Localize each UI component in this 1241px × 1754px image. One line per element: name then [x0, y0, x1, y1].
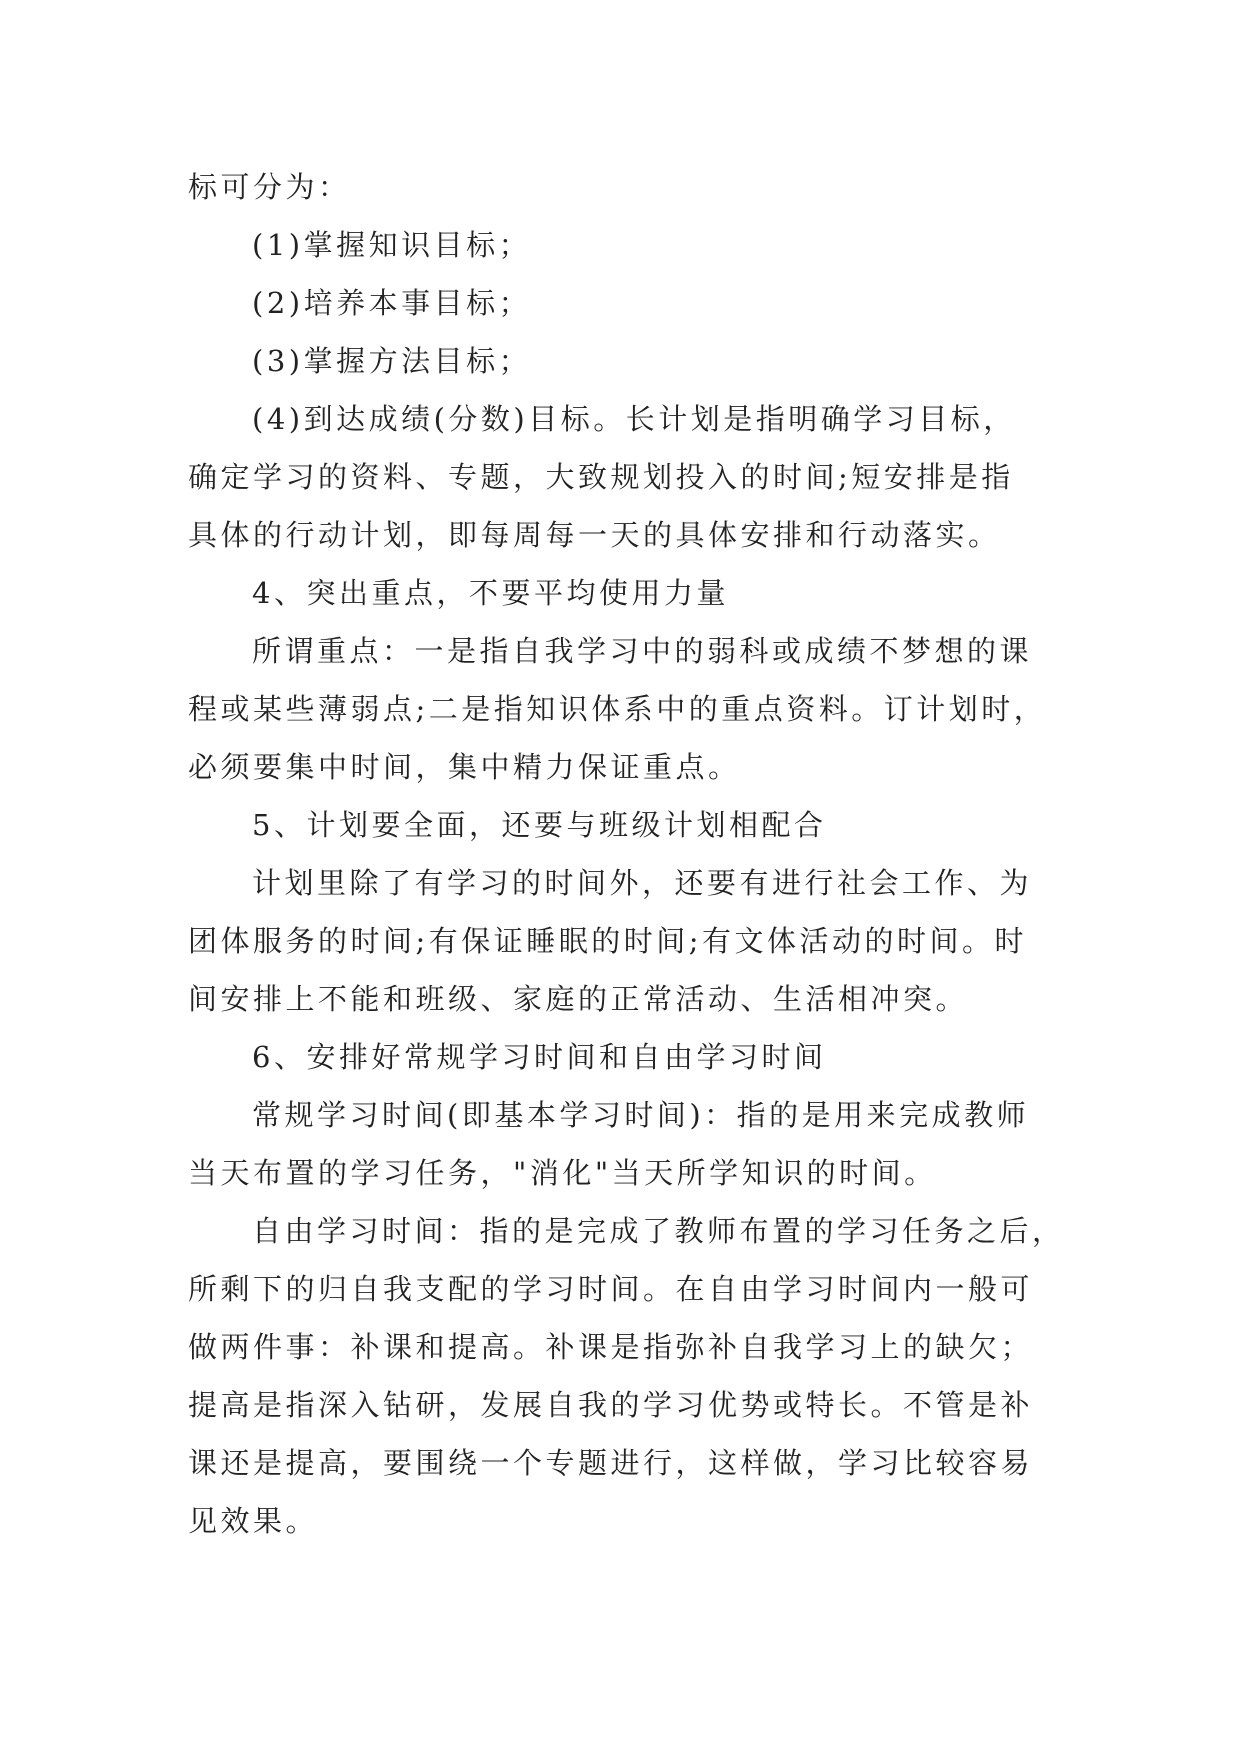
section-heading-5: 5、计划要全面，还要与班级计划相配合	[252, 808, 827, 842]
paragraph-start: 所谓重点：一是指自我学习中的弱科或成绩不梦想的课	[252, 634, 1033, 668]
list-item-ability-goal: (2)培养本事目标；	[252, 286, 532, 320]
text-line: 必须要集中时间，集中精力保证重点。	[188, 750, 741, 784]
text-line: 做两件事：补课和提高。补课是指弥补自我学习上的缺欠；	[188, 1330, 1034, 1364]
text-line: 间安排上不能和班级、家庭的正常活动、生活相冲突。	[188, 982, 969, 1016]
paragraph-start: 常规学习时间(即基本学习时间)：指的是用来完成教师	[252, 1098, 1030, 1132]
section-heading-4: 4、突出重点，不要平均使用力量	[252, 576, 729, 610]
text-line: 课还是提高，要围绕一个专题进行，这样做，学习比较容易	[188, 1446, 1034, 1480]
section-heading-6: 6、安排好常规学习时间和自由学习时间	[252, 1040, 827, 1074]
list-item-score-goal: (4)到达成绩(分数)目标。长计划是指明确学习目标，	[252, 402, 1016, 436]
text-line: 当天布置的学习任务，"消化"当天所学知识的时间。	[188, 1156, 937, 1190]
list-item-method-goal: (3)掌握方法目标；	[252, 344, 532, 378]
text-line: 提高是指深入钻研，发展自我的学习优势或特长。不管是补	[188, 1388, 1034, 1422]
document-body	[188, 158, 1065, 1550]
text-line: 程或某些薄弱点;二是指知识体系中的重点资料。订计划时，	[188, 692, 1047, 726]
text-line: 见效果。	[188, 1504, 319, 1538]
list-item-knowledge-goal: (1)掌握知识目标；	[252, 228, 532, 262]
text-line: 确定学习的资料、专题，大致规划投入的时间;短安排是指	[188, 460, 1014, 494]
text-line: 团体服务的时间;有保证睡眠的时间;有文体活动的时间。时	[188, 924, 1028, 958]
text-line: 标可分为：	[188, 170, 351, 204]
paragraph-start: 自由学习时间：指的是完成了教师布置的学习任务之后，	[252, 1214, 1065, 1248]
text-line: 具体的行动计划，即每周每一天的具体安排和行动落实。	[188, 518, 1001, 552]
text-line: 所剩下的归自我支配的学习时间。在自由学习时间内一般可	[188, 1272, 1034, 1306]
paragraph-start: 计划里除了有学习的时间外，还要有进行社会工作、为	[252, 866, 1033, 900]
